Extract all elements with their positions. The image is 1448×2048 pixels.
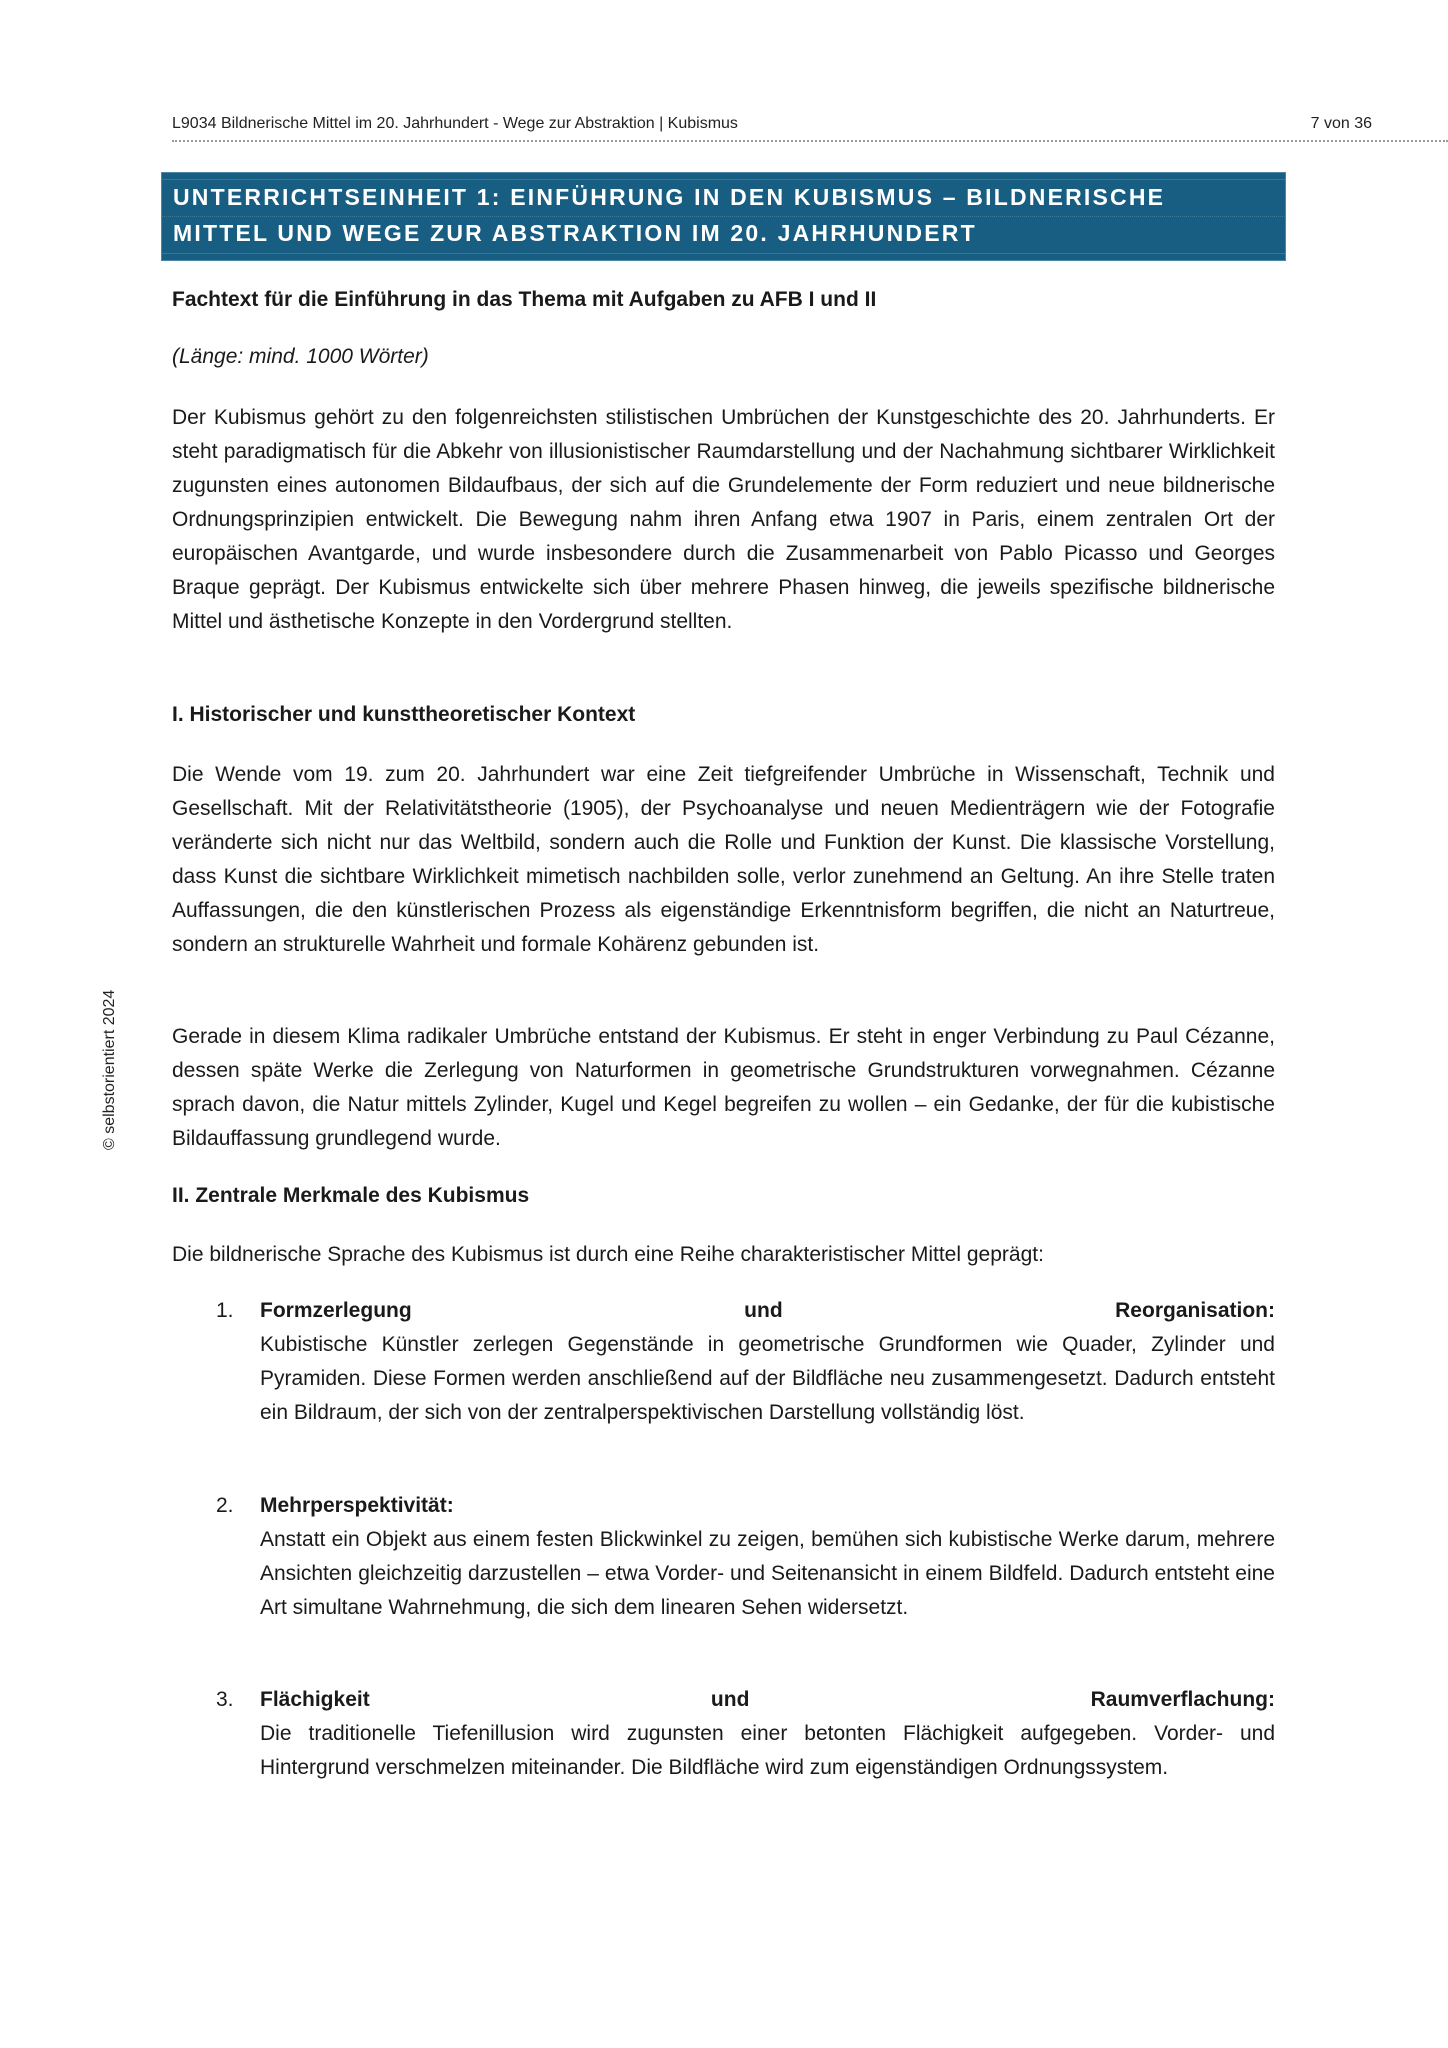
- copyright-notice: © selbstorientiert 2024: [101, 989, 118, 1150]
- list-item-text: Kubistische Künstler zerlegen Gegenstände in geometrische Grundformen wie Quader, Zylinder und Pyramiden. Diese Formen werden anschließend auf der Bildfläche neu zusammengesetzt. Dadurch entsteht ein Bildraum, der sich von der zentralperspektivischen Darstellung vollständig löst.: [260, 1333, 1275, 1424]
- document-title: L9034 Bildnerische Mittel im 20. Jahrhundert - Wege zur Abstraktion | Kubismus: [172, 115, 738, 132]
- list-item-body: [260, 1294, 1275, 1430]
- list-item-text: Anstatt ein Objekt aus einem festen Blickwinkel zu zeigen, bemühen sich kubistische Werke darum, mehrere Ansichten gleichzeitig darzustellen – etwa Vorder- und Seitenansicht in einem Bildfeld. Dadurch entsteht eine Art simultane Wahrnehmung, die sich dem linearen Sehen widersetzt.: [260, 1528, 1275, 1619]
- section-2-intro: Die bildnerische Sprache des Kubismus ist durch eine Reihe charakteristischer Mittel geprägt:: [172, 1243, 1044, 1266]
- title-word: und: [710, 1688, 750, 1711]
- unit-title-banner: [161, 172, 1286, 261]
- unit-title-line-1: UNTERRICHTSEINHEIT 1: EINFÜHRUNG IN DEN KUBISMUS – BILDNERISCHE: [173, 184, 1166, 210]
- section-2-heading: II. Zentrale Merkmale des Kubismus: [172, 1184, 530, 1207]
- intro-paragraph: Der Kubismus gehört zu den folgenreichsten stilistischen Umbrüchen der Kunstgeschichte des 20. Jahrhunderts. Er steht paradigmatisch für die Abkehr von illusionistischer Raumdarstellung und der Nachahmung sichtbarer Wirklichkeit zugunsten eines autonomen Bildaufbaus, der sich auf die Grundelemente der Form reduziert und neue bildnerische Ordnungsprinzipien entwickelt. Die Bewegung nahm ihren Anfang etwa 1907 in Paris, einem zentralen Ort der europäischen Avantgarde, und wurde insbesondere durch die Zusammenarbeit von Pablo Picasso und Georges Braque geprägt. Der Kubismus entwickelte sich über mehrere Phasen hinweg, die jeweils spezifische bildnerische Mittel und ästhetische Konzepte in den Vordergrund stellten.: [172, 406, 1275, 633]
- title-word: Reorganisation:: [1115, 1299, 1275, 1322]
- section-1-heading: I. Historischer und kunsttheoretischer Kontext: [172, 703, 636, 726]
- list-item-body: [260, 1489, 1275, 1625]
- list-item-title: [260, 1683, 1275, 1717]
- list-item-title: [260, 1294, 1275, 1328]
- header-divider: [172, 140, 1448, 142]
- list-item-title: Mehrperspektivität:: [260, 1494, 454, 1517]
- title-word: Formzerlegung: [260, 1299, 412, 1322]
- list-number: 2.: [216, 1494, 234, 1517]
- list-number: 1.: [216, 1299, 234, 1322]
- title-word: Raumverflachung:: [1090, 1688, 1275, 1711]
- page-indicator: 7 von 36: [1310, 115, 1372, 132]
- list-item-body: [260, 1683, 1275, 1785]
- title-word: Flächigkeit: [260, 1688, 370, 1711]
- banner-rule: [162, 253, 1285, 254]
- banner-rule: [162, 179, 1285, 180]
- unit-title-line-2: MITTEL UND WEGE ZUR ABSTRAKTION IM 20. JAHRHUNDERT: [173, 220, 977, 246]
- title-word: und: [744, 1299, 783, 1322]
- subtitle: Fachtext für die Einführung in das Thema mit Aufgaben zu AFB I und II: [172, 288, 877, 311]
- section-1-paragraph: Die Wende vom 19. zum 20. Jahrhundert war eine Zeit tiefgreifender Umbrüche in Wissenschaft, Technik und Gesellschaft. Mit der Relativitätstheorie (1905), der Psychoanalyse und neuen Medienträgern wie der Fotografie veränderte sich nicht nur das Weltbild, sondern auch die Rolle und Funktion der Kunst. Die klassische Vorstellung, dass Kunst die sichtbare Wirklichkeit mimetisch nachbilden solle, verlor zunehmend an Geltung. An ihre Stelle traten Auffassungen, die den künstlerischen Prozess als eigenständige Erkenntnisform begriffen, die nicht an Naturtreue, sondern an strukturelle Wahrheit und formale Kohärenz gebunden ist.: [172, 763, 1275, 956]
- section-1-paragraph: Gerade in diesem Klima radikaler Umbrüche entstand der Kubismus. Er steht in enger Verbindung zu Paul Cézanne, dessen späte Werke die Zerlegung von Naturformen in geometrische Grundstrukturen vorwegnahmen. Cézanne sprach davon, die Natur mittels Zylinder, Kugel und Kegel begreifen zu wollen – ein Gedanke, der für die kubistische Bildauffassung grundlegend wurde.: [172, 1025, 1275, 1150]
- list-number: 3.: [216, 1688, 234, 1711]
- list-item-text: Die traditionelle Tiefenillusion wird zugunsten einer betonten Flächigkeit aufgegeben. Vorder- und Hintergrund verschmelzen miteinander. Die Bildfläche wird zum eigenständigen Ordnungssystem.: [260, 1722, 1275, 1779]
- banner-rule: [162, 216, 1285, 217]
- length-note: (Länge: mind. 1000 Wörter): [172, 345, 429, 368]
